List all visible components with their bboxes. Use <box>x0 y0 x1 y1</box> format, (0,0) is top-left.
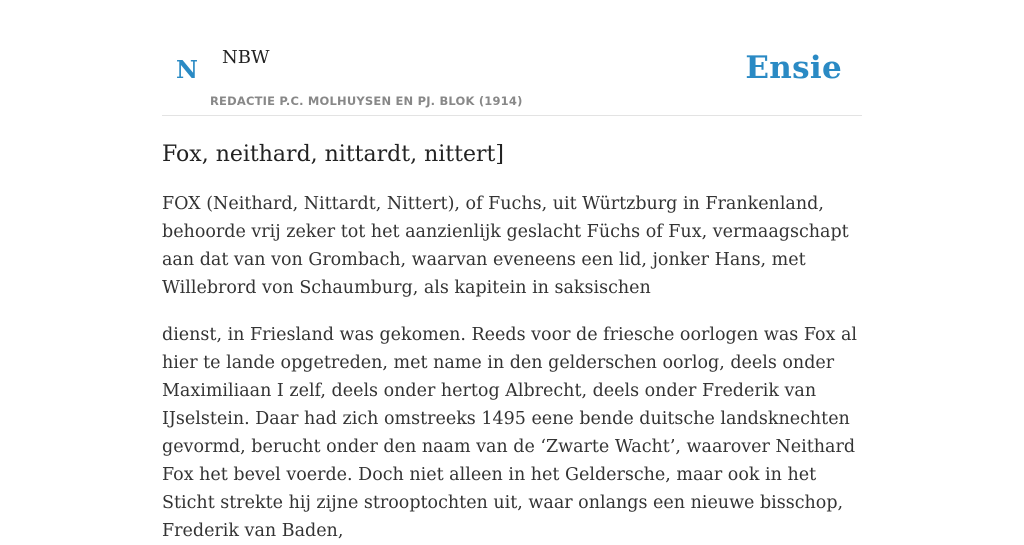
source-subtitle: REDACTIE P.C. MOLHUYSEN EN PJ. BLOK (1914) <box>210 94 523 108</box>
page <box>162 0 862 545</box>
source-logo-icon[interactable]: N <box>176 55 198 84</box>
source-title[interactable]: NBW <box>222 47 270 68</box>
site-header <box>162 0 862 116</box>
brand-logo[interactable]: Ensie <box>745 50 842 86</box>
article-title: Fox, neithard, nittardt, nittert] <box>162 142 504 167</box>
article-paragraph: dienst, in Friesland was gekomen. Reeds voor de friesche oorlogen was Fox al hier te lande opgetreden, met name in den gelderschen oorlog, deels onder Maximiliaan I zelf, deels onder hertog Albrecht, deels onder Frederik van IJselstein. Daar had zich omstreeks 1495 eene bende duitsche landsknechten gevormd, berucht onder den naam van de ‘Zwarte Wacht’, waarover Neithard Fox het bevel voerde. Doch niet alleen in het Geldersche, maar ook in het Sticht strekte hij zijne strooptochten uit, waar onlangs een nieuwe bisschop, Frederik van Baden, <box>162 325 858 541</box>
article-paragraph: FOX (Neithard, Nittardt, Nittert), of Fuchs, uit Würtzburg in Frankenland, behoorde vrij zeker tot het aanzienlijk geslacht Füchs of Fux, vermaagschapt aan dat van von Grombach, waarvan eveneens een lid, jonker Hans, met Willebrord von Schaumburg, als kapitein in saksischen <box>162 194 849 298</box>
